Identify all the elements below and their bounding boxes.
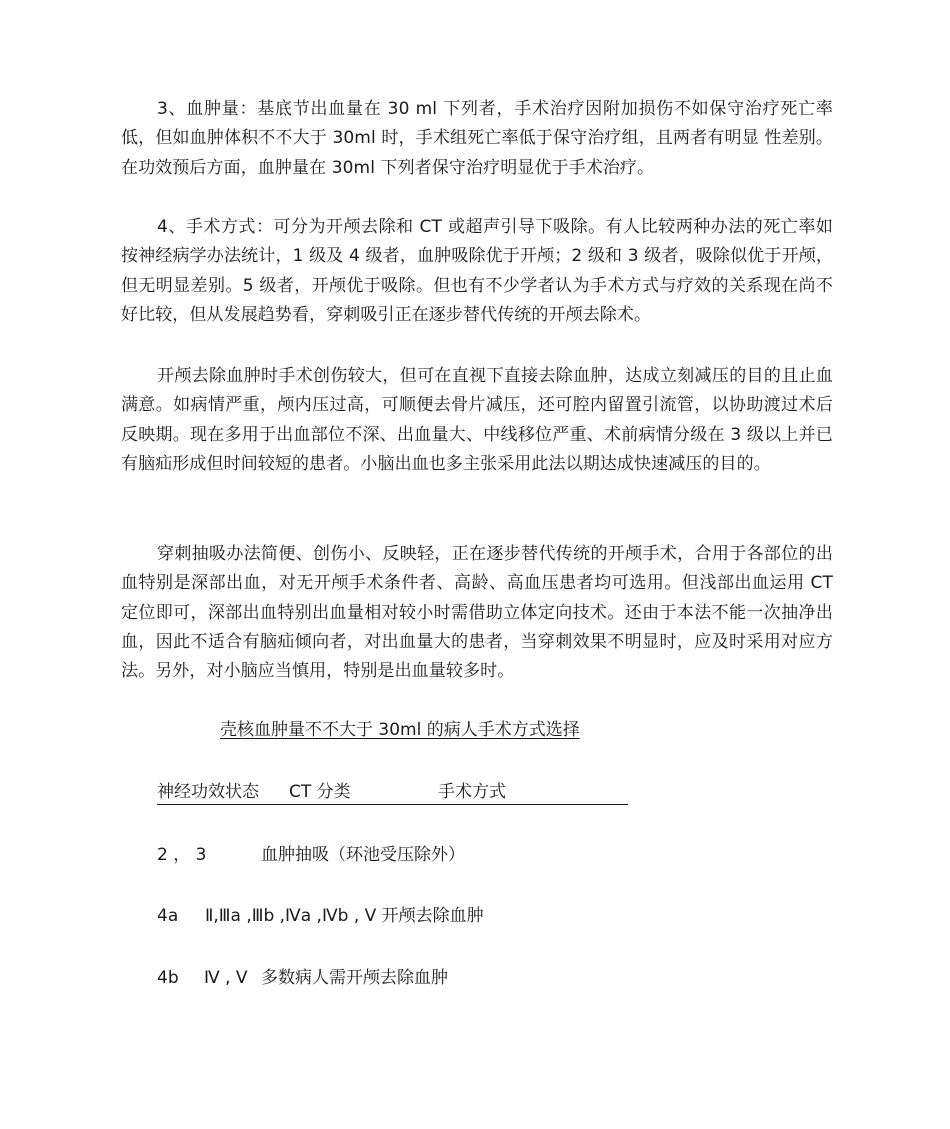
cell-method: 血肿抽吸（环池受压除外） — [261, 845, 465, 865]
cell-state: 4a — [157, 906, 179, 926]
cell-ct: Ⅳ , Ⅴ — [204, 968, 248, 988]
paragraph-surgical-method: 4、手术方式：可分为开颅去除和 CT 或超声引导下吸除。有人比较两种办法的死亡率如按神经病学办法统计，1 级及 4 级者，血肿吸除优于开颅；2 级和 3 级者，吸除似优于开颅，但无明显差别。5 级者，开颅优于吸除。但也有不少学者认为手术方式与疗效的关系现在尚不好比较，但从发展趋势看，穿刺吸引正在逐步替代传统的开颅去除术。 — [121, 217, 833, 325]
table-header — [157, 780, 628, 805]
cell-state: 4b — [157, 968, 179, 988]
cell-ct-and-method: Ⅱ,Ⅲa ,Ⅲb ,Ⅳa ,Ⅳb , Ⅴ 开颅去除血肿 — [205, 906, 484, 926]
cell-method: 多数病人需开颅去除血肿 — [261, 968, 448, 988]
header-neuro-state: 神经功效状态 — [157, 782, 259, 802]
paragraph-craniotomy: 开颅去除血肿时手术创伤较大，但可在直视下直接去除血肿，达成立刻减压的目的且止血满意。如病情严重，颅内压过高，可顺便去骨片减压，还可腔内留置引流管，以协助渡过术后反映期。现在多用于出血部位不深、出血量大、中线移位严重、术前病情分级在 3 级以上并已有脑疝形成但时间较短的患者。小脑出血也多主张采用此法以期达成快速减压的目的。 — [121, 366, 833, 474]
cell-state: 2 ， 3 — [157, 845, 207, 865]
header-ct-class: CT 分类 — [289, 782, 351, 802]
paragraph-puncture-aspiration: 穿刺抽吸办法简便、创伤小、反映轻，正在逐步替代传统的开颅手术，合用于各部位的出血特别是深部出血，对无开颅手术条件者、高龄、高血压患者均可选用。但浅部出血运用 CT 定位即可，深部出血特别出血量相对较小时需借助立体定向技术。还由于本法不能一次抽净出血，因此不适合有脑疝倾向者，对出血量大的患者，当穿刺效果不明显时，应及时采用对应方法。另外，对小脑应当慎用，特别是出血量较多时。 — [121, 544, 833, 682]
header-surgical-method: 手术方式 — [438, 782, 506, 802]
paragraph-hematoma-volume: 3、血肿量：基底节出血量在 30 ml 下列者，手术治疗因附加损伤不如保守治疗死亡率低，但如血肿体积不不大于 30ml 时，手术组死亡率低于保守治疗组，且两者有明显 性差别。在功效预后方面，血肿量在 30ml 下列者保守治疗明显优于手术治疗。 — [121, 99, 833, 178]
table-title: 壳核血肿量不不大于 30ml 的病人手术方式选择 — [220, 720, 580, 740]
